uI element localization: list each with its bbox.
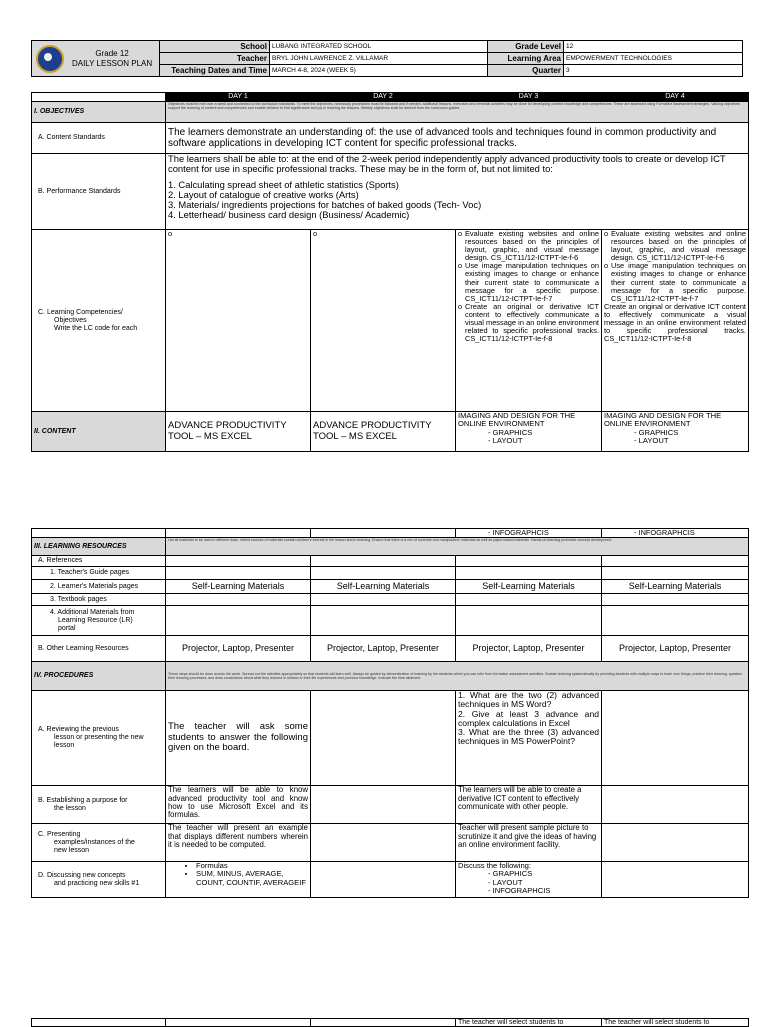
content-heading: II. CONTENT [32,412,166,452]
header-title [72,49,152,69]
teachers-guide-label: 1. Teacher's Guide pages [32,567,166,580]
purpose-day3: The learners will be able to create a derivative ICT content to effectively communicate with other people. [456,786,602,824]
lc-item: o Use image manipulation techniques on existing images to change or enhance their current state to communicate a message for a specific purpose. CS_ICT11/12-ICTPT-Ie-f-7 [604,262,746,302]
resources-note: List all materials to be used in different days. Varied sources of materials sustain children's interest in the lesson and in learning. Ensure that there is a mix of concrete and manipulative materials as well as paper-based materials. Hands-on learning promotes concept development. [166,538,749,556]
grade-level-value: 12 [564,41,743,53]
content-standards-text: The learners demonstrate an understanding of: the use of advanced tools and techniques found in common productivity and software applications in developing ICT content for specific professional tracks. [166,123,749,154]
reviewing-label: A. Reviewing the previous lesson or presenting the new lesson [32,691,166,786]
lm-day3: Self-Learning Materials [456,580,602,594]
content-day3-title: IMAGING AND DESIGN FOR THE ONLINE ENVIRONMENT [458,411,576,429]
content-item: - GRAPHICS [488,429,599,437]
teacher-value: BRYL JOHN LAWRENCE Z. VILLAMAR [270,53,488,65]
day-header: DAY 1 [166,93,311,102]
continued-label [32,529,166,538]
purpose-label: B. Establishing a purpose for the lesson [32,786,166,824]
continued-day1 [166,529,311,538]
deped-seal-icon [36,45,64,73]
grade-title: Grade 12 [95,48,129,58]
performance-item: 1. Calculating spread sheet of athletic statistics (Sports) [168,179,399,190]
continued-day2 [311,529,456,538]
discuss-title: Discuss the following: [458,861,532,871]
dlp-title: DAILY LESSON PLAN [71,58,153,68]
content-day2: ADVANCE PRODUCTIVITY TOOL – MS EXCEL [311,412,456,452]
lc-day1: o [166,230,311,412]
performance-intro: The learners shall be able to: at the end of the 2-week period independently apply advanced productivity tools to create or develop ICT content for use in specific professional tracks. These may be in the form of, but not limited to: [168,153,726,174]
content-day1: ADVANCE PRODUCTIVITY TOOL – MS EXCEL [166,412,311,452]
continued-day3 [456,529,602,538]
content-item: - LAYOUT [488,437,599,445]
lm-day1: Self-Learning Materials [166,580,311,594]
lc-item: Create an original or derivative ICT content to effectively communicate a visual message in an online environment related to specific professional tracks. CS_ICT11/12-ICTPT-Ie-f-8 [604,301,746,344]
day-header: DAY 2 [311,93,456,102]
presenting-day3: Teacher will present sample picture to scrutinize it and give the ideas of having an online environment facility. [456,824,602,862]
lc-day4 [602,230,749,412]
learning-competencies-label: C. Learning Competencies/ Objectives Write the LC code for each [32,230,166,412]
lc-day3 [456,230,602,412]
header-table [31,40,743,77]
learners-materials-label: 2. Learner's Materials pages [32,580,166,594]
lc-day2: o [311,230,456,412]
presenting-day4 [602,824,749,862]
review-question: 1. What are the two (2) advanced techniques in MS Word? [458,690,599,710]
content-standards-label: A. Content Standards [32,123,166,154]
procedures-continued-table [31,1018,749,1027]
quarter-label: Quarter [488,65,564,77]
presenting-label: C. Presenting examples/instances of the new lesson [32,824,166,862]
day-header-blank [32,93,166,102]
resources-procedures-table [31,528,749,898]
next-day4: The teacher will select students to [602,1019,749,1027]
reviewing-day4 [602,691,749,786]
content-day4-title: IMAGING AND DESIGN FOR THE ONLINE ENVIRONMENT [604,411,722,429]
school-value: LUBANG INTEGRATED SCHOOL [270,41,488,53]
header-title-cell [32,41,160,77]
performance-item: 3. Materials/ ingredients projections for batches of baked goods (Tech- Voc) [168,199,482,210]
other-day2: Projector, Laptop, Presenter [311,636,456,662]
grade-level-label: Grade Level [488,41,564,53]
procedures-heading: IV. PROCEDURES [32,662,166,691]
performance-item: 2. Layout of catalogue of creative works (Arts) [168,189,359,200]
purpose-day1: The learners will be able to know advanced productivity tool and know how to use Microsoft Excel and its formulas. [166,786,311,824]
other-day3: Projector, Laptop, Presenter [456,636,602,662]
discussing-day1 [166,862,311,898]
learning-area-value: EMPOWERMENT TECHNOLOGIES [564,53,743,65]
presenting-day2 [311,824,456,862]
objectives-table [31,92,749,452]
next-day3: The teacher will select students to [456,1019,602,1027]
discussing-label: D. Discussing new concepts and practicing new skills #1 [32,862,166,898]
textbook-label: 3. Textbook pages [32,594,166,606]
quarter-value: 3 [564,65,743,77]
performance-standards-label: B. Performance Standards [32,154,166,230]
discussing-day2 [311,862,456,898]
performance-item: 4. Letterhead/ business card design (Business/ Academic) [168,209,410,220]
objectives-heading: I. OBJECTIVES [32,102,166,123]
discuss-item: - GRAPHICS [488,870,599,878]
teacher-label: Teacher [160,53,270,65]
lc-item: o Create an original or derivative ICT content to effectively communicate a visual message in an online environment related to specific professional tracks. CS_ICT11/12-ICTPT-Ie-f-8 [458,303,599,343]
concept-item: • Formulas [196,862,308,870]
lm-day2: Self-Learning Materials [311,580,456,594]
content-item: - LAYOUT [634,437,746,445]
content-day4 [602,412,749,452]
reviewing-day1: The teacher will ask some students to answer the following given on the board. [166,691,311,786]
content-item: - GRAPHICS [634,429,746,437]
performance-standards-text [166,154,749,230]
review-question: 3. What are the three (3) advanced techniques in MS PowerPoint? [458,726,599,747]
school-label: School [160,41,270,53]
discuss-item: - LAYOUT [488,879,599,887]
dates-label: Teaching Dates and Time [160,65,270,77]
content-item: - INFOGRAPHCIS [634,529,746,537]
objectives-note: Objectives must be met over a week and connected to the curriculum standards. To meet the objectives, necessary procedures must be followed and if needed, additional lessons, exercises and remedial activities may be done for developing content knowledge and competencies. These are assessed using Formative Assessment strategies. Valuing objectives support the learning of content and competencies and enable children to find significance and joy in learning the lessons. Weekly objectives shall be derived from the curriculum guides. [166,102,749,123]
other-day1: Projector, Laptop, Presenter [166,636,311,662]
reviewing-day2 [311,691,456,786]
day-header: DAY 4 [602,93,749,102]
purpose-day4 [602,786,749,824]
lc-item: o Evaluate existing websites and online resources based on the principles of layout, graphic, and visual message design. CS_ICT11/12-ICTPT-Ie-f-6 [604,230,746,262]
continued-day4 [602,529,749,538]
learning-area-label: Learning Area [488,53,564,65]
dates-value: MARCH 4-8, 2024 (WEEK 5) [270,65,488,77]
other-day4: Projector, Laptop, Presenter [602,636,749,662]
concept-item: • SUM, MINUS, AVERAGE, COUNT, COUNTIF, AVERAGEIF [196,870,308,886]
lm-day4: Self-Learning Materials [602,580,749,594]
additional-materials-label: 4. Additional Materials from Learning Resource (LR) portal [32,606,166,636]
content-day3 [456,412,602,452]
review-question: 2. Give at least 3 advance and complex calculations in Excel [458,708,599,728]
lc-item: o Use image manipulation techniques on existing images to change or enhance their current state to communicate a message for a specific purpose. CS_ICT11/12-ICTPT-Ie-f-7 [458,262,599,302]
procedures-note: These steps should be done across the week. Spread out the activities appropriately so that students will learn well. Always be guided by demonstration of learning by the students which you can infer from formative assessment activities. Sustain learning systematically by providing students with multiple ways to learn new things, practice their learning, question their learning processes, and draw conclusions about what they learned in relation to their life experiences and previous knowledge. Indicate the time allotment. [166,662,749,691]
reviewing-day3 [456,691,602,786]
other-resources-label: B. Other Learning Resources [32,636,166,662]
discussing-day3 [456,862,602,898]
lc-item: o Evaluate existing websites and online resources based on the principles of layout, graphic, and visual message design. CS_ICT11/12-ICTPT-Ie-f-6 [458,230,599,262]
content-item: - INFOGRAPHCIS [488,529,599,537]
purpose-day2 [311,786,456,824]
discuss-item: - INFOGRAPHCIS [488,887,599,895]
references-label: A. References [32,556,166,567]
day-header: DAY 3 [456,93,602,102]
resources-heading: III. LEARNING RESOURCES [32,538,166,556]
presenting-day1: The teacher will present an example that displays different numbers wherein it is needed to be computed. [166,824,311,862]
discussing-day4 [602,862,749,898]
